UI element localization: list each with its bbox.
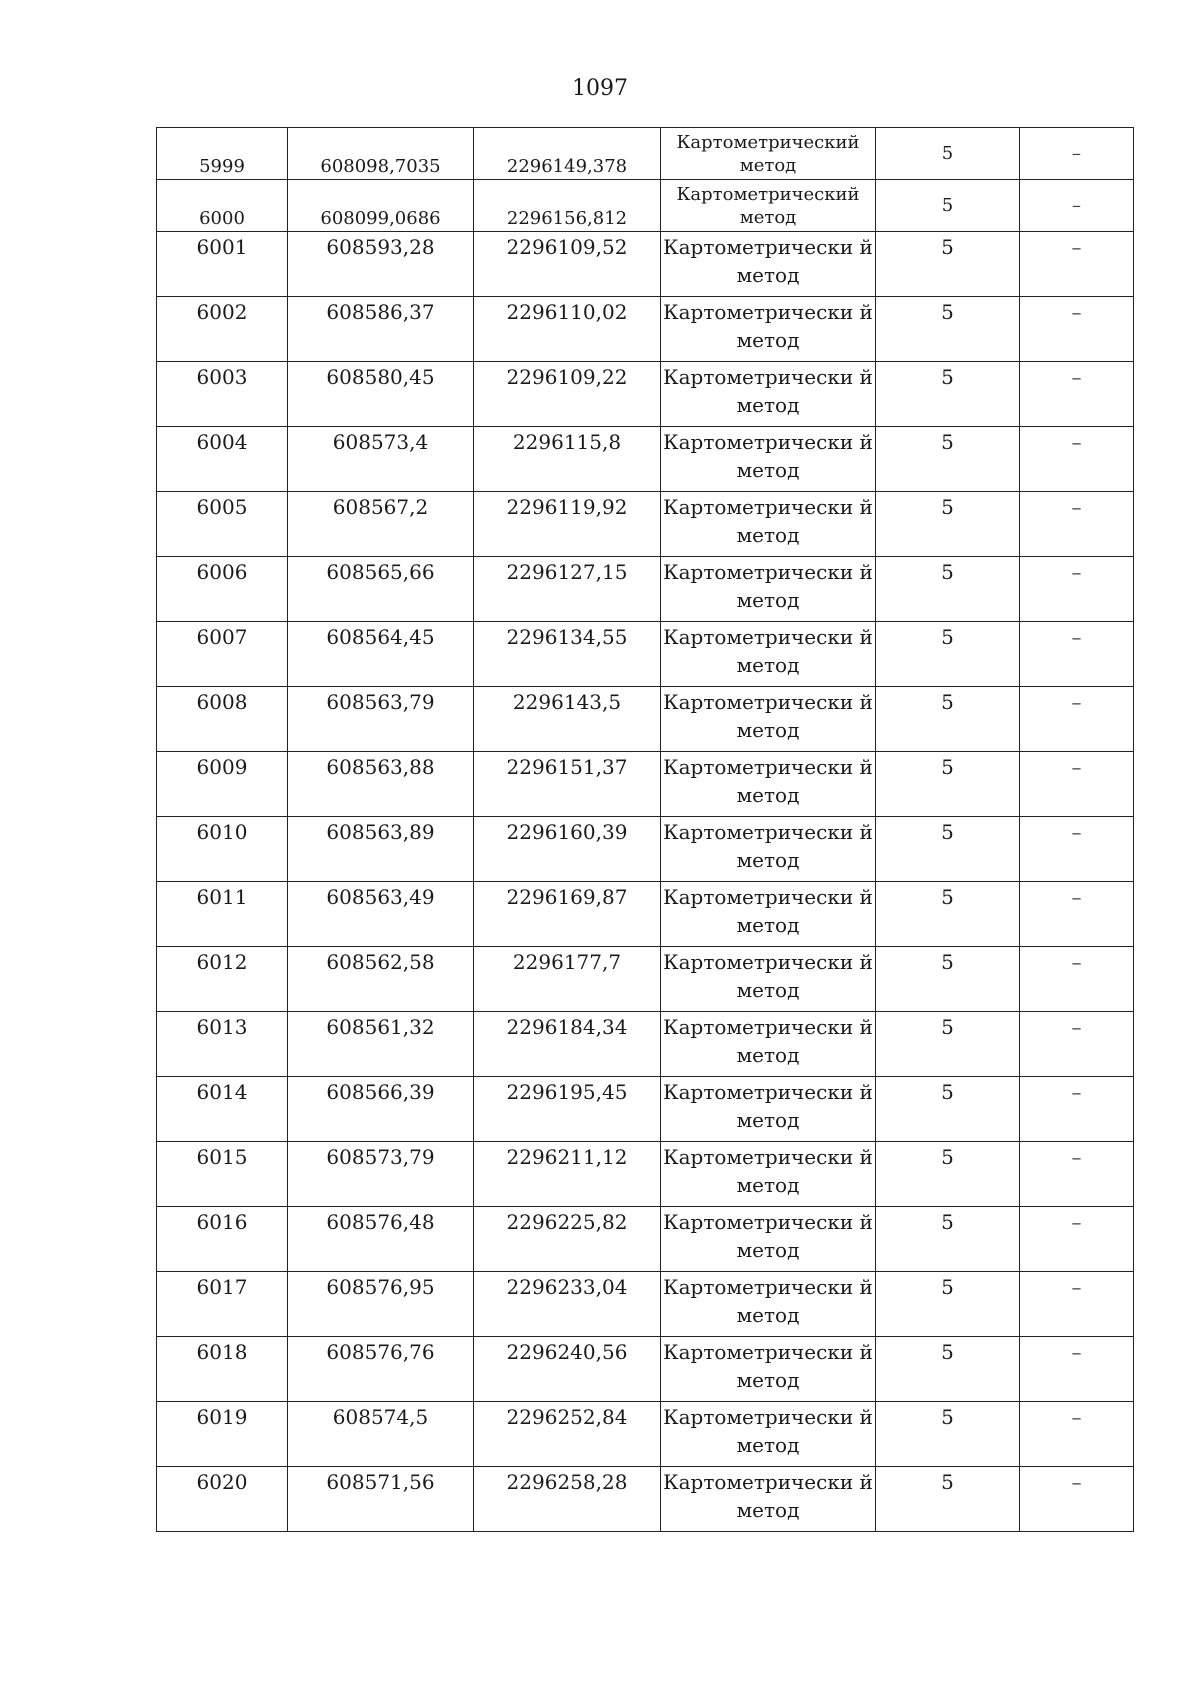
method-cell: Картометрически й метод: [661, 1402, 876, 1467]
point-number-cell: 6003: [157, 362, 288, 427]
accuracy-cell: 5: [876, 1337, 1020, 1402]
accuracy-cell: 5: [876, 947, 1020, 1012]
note-cell: –: [1020, 947, 1134, 1012]
table-row: [157, 1337, 1134, 1402]
table-row: [157, 232, 1134, 297]
method-cell: Картометрически й метод: [661, 752, 876, 817]
x-coordinate-cell: 608574,5: [288, 1402, 474, 1467]
point-number-cell: 6018: [157, 1337, 288, 1402]
table-row: [157, 427, 1134, 492]
note-cell: –: [1020, 882, 1134, 947]
accuracy-cell: 5: [876, 1142, 1020, 1207]
note-cell: –: [1020, 687, 1134, 752]
accuracy-cell: 5: [876, 622, 1020, 687]
y-coordinate-cell: 2296119,92: [474, 492, 661, 557]
method-cell: Картометрически й метод: [661, 232, 876, 297]
table-row: [157, 180, 1134, 232]
table-row: [157, 882, 1134, 947]
table-row: [157, 817, 1134, 882]
point-number-cell: 6016: [157, 1207, 288, 1272]
y-coordinate-cell: 2296211,12: [474, 1142, 661, 1207]
table-row: [157, 492, 1134, 557]
note-cell: –: [1020, 297, 1134, 362]
point-number-cell: 6014: [157, 1077, 288, 1142]
note-cell: –: [1020, 622, 1134, 687]
accuracy-cell: 5: [876, 817, 1020, 882]
point-number-cell: 6017: [157, 1272, 288, 1337]
note-cell: –: [1020, 557, 1134, 622]
method-cell: Картометрически й метод: [661, 1467, 876, 1532]
method-cell: Картометрически й метод: [661, 1272, 876, 1337]
coordinates-table: [156, 127, 1134, 1532]
y-coordinate-cell: 2296149,378: [474, 128, 661, 180]
x-coordinate-cell: 608567,2: [288, 492, 474, 557]
x-coordinate-cell: 608571,56: [288, 1467, 474, 1532]
page-number: 1097: [572, 76, 628, 101]
note-cell: –: [1020, 1402, 1134, 1467]
y-coordinate-cell: 2296110,02: [474, 297, 661, 362]
y-coordinate-cell: 2296195,45: [474, 1077, 661, 1142]
point-number-cell: 5999: [157, 128, 288, 180]
x-coordinate-cell: 608563,89: [288, 817, 474, 882]
table-row: [157, 128, 1134, 180]
table-row: [157, 1467, 1134, 1532]
table-body: [157, 128, 1134, 1532]
method-cell: Картометрически й метод: [661, 1012, 876, 1077]
point-number-cell: 6013: [157, 1012, 288, 1077]
point-number-cell: 6001: [157, 232, 288, 297]
x-coordinate-cell: 608098,7035: [288, 128, 474, 180]
note-cell: –: [1020, 1337, 1134, 1402]
y-coordinate-cell: 2296134,55: [474, 622, 661, 687]
y-coordinate-cell: 2296225,82: [474, 1207, 661, 1272]
point-number-cell: 6002: [157, 297, 288, 362]
y-coordinate-cell: 2296115,8: [474, 427, 661, 492]
table-row: [157, 1142, 1134, 1207]
y-coordinate-cell: 2296177,7: [474, 947, 661, 1012]
accuracy-cell: 5: [876, 427, 1020, 492]
method-cell: Картометрически й метод: [661, 492, 876, 557]
method-cell: Картометрически й метод: [661, 882, 876, 947]
y-coordinate-cell: 2296109,52: [474, 232, 661, 297]
accuracy-cell: 5: [876, 1012, 1020, 1077]
accuracy-cell: 5: [876, 1272, 1020, 1337]
note-cell: –: [1020, 232, 1134, 297]
note-cell: –: [1020, 427, 1134, 492]
table-row: [157, 1077, 1134, 1142]
method-cell: Картометрически й метод: [661, 1337, 876, 1402]
x-coordinate-cell: 608563,49: [288, 882, 474, 947]
x-coordinate-cell: 608563,79: [288, 687, 474, 752]
note-cell: –: [1020, 1012, 1134, 1077]
y-coordinate-cell: 2296151,37: [474, 752, 661, 817]
note-cell: –: [1020, 1467, 1134, 1532]
x-coordinate-cell: 608586,37: [288, 297, 474, 362]
y-coordinate-cell: 2296240,56: [474, 1337, 661, 1402]
table-row: [157, 752, 1134, 817]
point-number-cell: 6004: [157, 427, 288, 492]
x-coordinate-cell: 608564,45: [288, 622, 474, 687]
note-cell: –: [1020, 1272, 1134, 1337]
y-coordinate-cell: 2296127,15: [474, 557, 661, 622]
note-cell: –: [1020, 362, 1134, 427]
y-coordinate-cell: 2296252,84: [474, 1402, 661, 1467]
method-cell: Картометрически й метод: [661, 1077, 876, 1142]
point-number-cell: 6007: [157, 622, 288, 687]
table-row: [157, 1012, 1134, 1077]
accuracy-cell: 5: [876, 557, 1020, 622]
table-row: [157, 622, 1134, 687]
note-cell: –: [1020, 128, 1134, 180]
method-cell: Картометрически й метод: [661, 817, 876, 882]
table-row: [157, 1207, 1134, 1272]
x-coordinate-cell: 608563,88: [288, 752, 474, 817]
method-cell: Картометрически й метод: [661, 1207, 876, 1272]
point-number-cell: 6005: [157, 492, 288, 557]
accuracy-cell: 5: [876, 297, 1020, 362]
accuracy-cell: 5: [876, 1467, 1020, 1532]
y-coordinate-cell: 2296184,34: [474, 1012, 661, 1077]
x-coordinate-cell: 608576,95: [288, 1272, 474, 1337]
y-coordinate-cell: 2296258,28: [474, 1467, 661, 1532]
x-coordinate-cell: 608593,28: [288, 232, 474, 297]
point-number-cell: 6000: [157, 180, 288, 232]
note-cell: –: [1020, 1142, 1134, 1207]
accuracy-cell: 5: [876, 232, 1020, 297]
note-cell: –: [1020, 1207, 1134, 1272]
x-coordinate-cell: 608566,39: [288, 1077, 474, 1142]
point-number-cell: 6006: [157, 557, 288, 622]
x-coordinate-cell: 608576,76: [288, 1337, 474, 1402]
accuracy-cell: 5: [876, 492, 1020, 557]
y-coordinate-cell: 2296160,39: [474, 817, 661, 882]
x-coordinate-cell: 608576,48: [288, 1207, 474, 1272]
point-number-cell: 6009: [157, 752, 288, 817]
method-cell: Картометрически й метод: [661, 687, 876, 752]
table-row: [157, 947, 1134, 1012]
note-cell: –: [1020, 1077, 1134, 1142]
point-number-cell: 6011: [157, 882, 288, 947]
note-cell: –: [1020, 492, 1134, 557]
method-cell: Картометрически й метод: [661, 557, 876, 622]
point-number-cell: 6020: [157, 1467, 288, 1532]
point-number-cell: 6012: [157, 947, 288, 1012]
table-row: [157, 687, 1134, 752]
note-cell: –: [1020, 752, 1134, 817]
method-cell: Картометрически й метод: [661, 427, 876, 492]
y-coordinate-cell: 2296156,812: [474, 180, 661, 232]
point-number-cell: 6015: [157, 1142, 288, 1207]
method-cell: Картометрически й метод: [661, 362, 876, 427]
method-cell: Картометрический метод: [661, 128, 876, 180]
x-coordinate-cell: 608573,79: [288, 1142, 474, 1207]
accuracy-cell: 5: [876, 1402, 1020, 1467]
table-row: [157, 362, 1134, 427]
accuracy-cell: 5: [876, 752, 1020, 817]
accuracy-cell: 5: [876, 687, 1020, 752]
table-row: [157, 297, 1134, 362]
point-number-cell: 6019: [157, 1402, 288, 1467]
x-coordinate-cell: 608580,45: [288, 362, 474, 427]
x-coordinate-cell: 608565,66: [288, 557, 474, 622]
point-number-cell: 6010: [157, 817, 288, 882]
y-coordinate-cell: 2296169,87: [474, 882, 661, 947]
point-number-cell: 6008: [157, 687, 288, 752]
accuracy-cell: 5: [876, 882, 1020, 947]
method-cell: Картометрически й метод: [661, 297, 876, 362]
accuracy-cell: 5: [876, 128, 1020, 180]
note-cell: –: [1020, 180, 1134, 232]
method-cell: Картометрически й метод: [661, 622, 876, 687]
method-cell: Картометрически й метод: [661, 947, 876, 1012]
y-coordinate-cell: 2296143,5: [474, 687, 661, 752]
method-cell: Картометрический метод: [661, 180, 876, 232]
y-coordinate-cell: 2296109,22: [474, 362, 661, 427]
x-coordinate-cell: 608573,4: [288, 427, 474, 492]
table-row: [157, 557, 1134, 622]
x-coordinate-cell: 608561,32: [288, 1012, 474, 1077]
x-coordinate-cell: 608099,0686: [288, 180, 474, 232]
table-row: [157, 1272, 1134, 1337]
table-row: [157, 1402, 1134, 1467]
accuracy-cell: 5: [876, 1207, 1020, 1272]
x-coordinate-cell: 608562,58: [288, 947, 474, 1012]
y-coordinate-cell: 2296233,04: [474, 1272, 661, 1337]
note-cell: –: [1020, 817, 1134, 882]
accuracy-cell: 5: [876, 362, 1020, 427]
method-cell: Картометрически й метод: [661, 1142, 876, 1207]
accuracy-cell: 5: [876, 180, 1020, 232]
accuracy-cell: 5: [876, 1077, 1020, 1142]
